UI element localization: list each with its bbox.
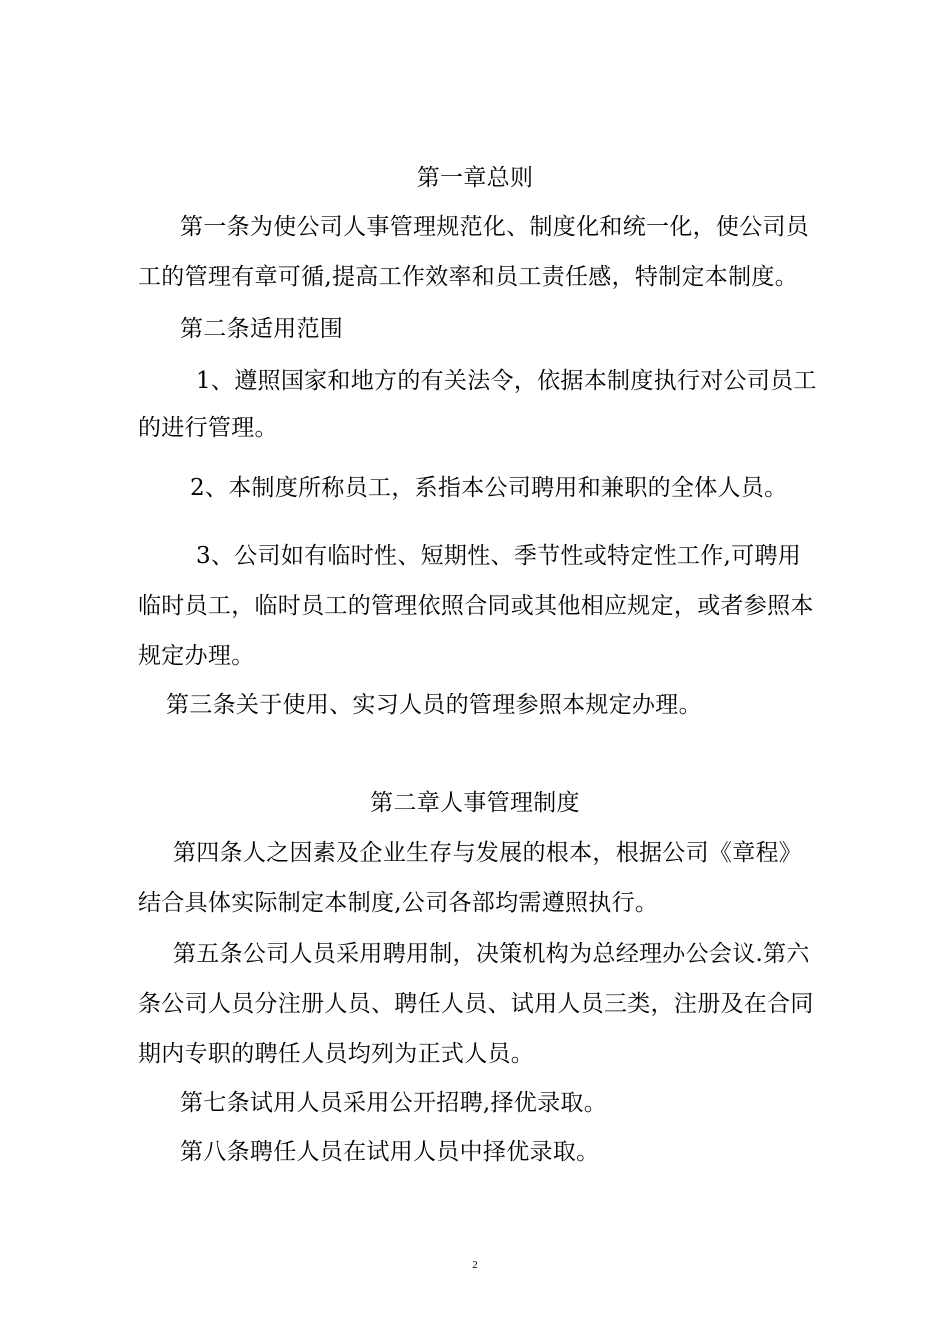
article2-item2-line1: 2、本制度所称员工，系指本公司聘用和兼职的全体人员。 [190, 475, 788, 501]
page-number: 2 [472, 1259, 478, 1271]
article2-item3-line1: 3、公司如有临时性、短期性、季节性或特定性工作,可聘用 [196, 543, 802, 569]
article1-line1: 第一条为使公司人事管理规范化、制度化和统一化，使公司员 [180, 214, 810, 240]
article2-heading: 第二条适用范围 [180, 316, 344, 342]
article5-line1: 第五条公司人员采用聘用制，决策机构为总经理办公会议.第六 [173, 941, 810, 967]
article2-item1-line1: 1、遵照国家和地方的有关法令，依据本制度执行对公司员工 [196, 368, 817, 394]
article3-line1: 第三条关于使用、实习人员的管理参照本规定办理。 [166, 692, 702, 718]
article7-line1: 第七条试用人员采用公开招聘,择优录取。 [180, 1090, 608, 1116]
chapter1-title: 第一章总则 [416, 165, 534, 191]
article1-line2: 工的管理有章可循,提高工作效率和员工责任感，特制定本制度。 [138, 264, 799, 290]
article4-line1: 第四条人之因素及企业生存与发展的根本，根据公司《章程》 [173, 840, 803, 866]
article2-item3-line2: 临时员工，临时员工的管理依照合同或其他相应规定，或者参照本 [138, 593, 814, 619]
article2-item1-line2: 的进行管理。 [138, 415, 278, 441]
article5-line3: 期内专职的聘任人员均列为正式人员。 [138, 1041, 535, 1067]
chapter2-title: 第二章人事管理制度 [370, 790, 580, 816]
article2-item3-line3: 规定办理。 [138, 643, 255, 669]
article4-line2: 结合具体实际制定本制度,公司各部均需遵照执行。 [138, 890, 659, 916]
article5-line2: 条公司人员分注册人员、聘任人员、试用人员三类，注册及在合同 [138, 991, 814, 1017]
article8-line1: 第八条聘任人员在试用人员中择优录取。 [180, 1139, 600, 1165]
